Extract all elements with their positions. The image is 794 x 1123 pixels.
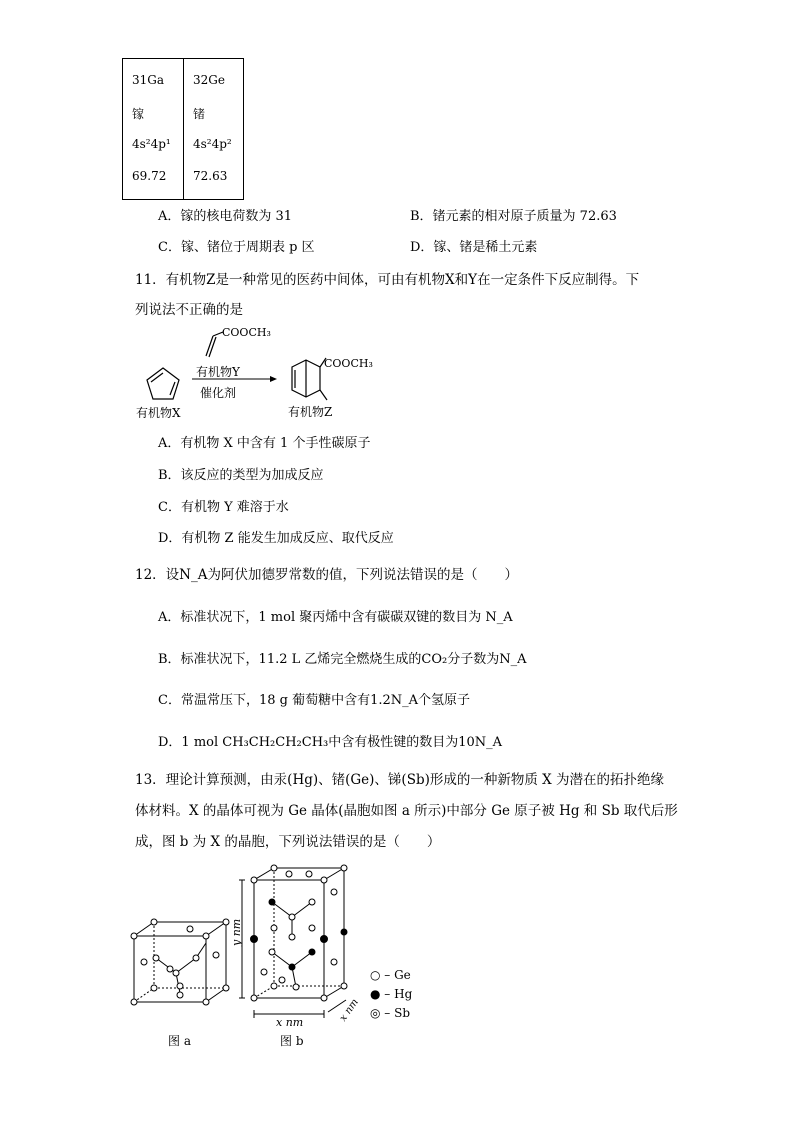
q10-option-c: C．镓、锗位于周期表 p 区 [158, 240, 315, 255]
y-dimension-label: y nm [230, 918, 243, 946]
y-label: 有机物Y [196, 365, 240, 379]
molecule-y-structure [206, 332, 223, 357]
q12-option-d: D．1 mol CH₃CH₂CH₂CH₃中含有极性键的数目为10N_A [158, 735, 503, 750]
ga-config: 4s²4p¹ [132, 137, 171, 151]
ga-column [123, 59, 183, 199]
q11-option-a: A．有机物 X 中含有 1 个手性碳原子 [158, 436, 371, 451]
q11-stem-line2: 列说法不正确的是 [135, 302, 243, 318]
arrow-head [270, 376, 277, 382]
ga-number: 31Ga [132, 73, 165, 87]
legend-ge: ○ – Ge [370, 968, 411, 982]
q12-option-b: B．标准状况下，11.2 L 乙烯完全燃烧生成的CO₂分子数为N_A [158, 652, 527, 667]
x-depth-label: x nm [337, 997, 361, 1024]
q10-option-d: D．镓、锗是稀土元素 [410, 240, 538, 255]
q10-option-a: A．镓的核电荷数为 31 [158, 209, 293, 224]
y-ester-group: COOCH₃ [222, 326, 271, 339]
q11-stem-line1: 11．有机物Z是一种常见的医药中间体，可由有机物X和Y在一定条件下反应制得。下 [135, 272, 640, 288]
q12-option-a: A．标准状况下，1 mol 聚丙烯中含有碳碳双键的数目为 N_A [158, 610, 513, 625]
z-ester-group: COOCH₃ [324, 357, 373, 370]
ga-mass: 69.72 [132, 169, 167, 183]
q12-option-c: C．常温常压下，18 g 葡萄糖中含有1.2N_A个氢原子 [158, 693, 471, 708]
molecule-x-structure [147, 368, 179, 399]
legend-sb: ◎ – Sb [370, 1006, 411, 1020]
ge-number: 32Ge [193, 73, 225, 87]
x-dimension-label: x nm [276, 1016, 304, 1029]
reaction-scheme-diagram [130, 322, 390, 422]
q11-option-d: D．有机物 Z 能发生加成反应、取代反应 [158, 531, 394, 546]
q13-stem-line3: 成，图 b 为 X 的晶胞，下列说法错误的是（ ） [135, 834, 441, 850]
q11-option-c: C．有机物 Y 难溶于水 [158, 500, 289, 515]
molecule-z-structure [292, 358, 327, 400]
figure-a-label: 图 a [168, 1034, 191, 1048]
catalyst-label: 催化剂 [200, 386, 237, 400]
q13-stem-line2: 体材料。X 的晶体可视为 Ge 晶体(晶胞如图 a 所示)中部分 Ge 原子被 Hg 和 Sb 取代后形 [135, 803, 678, 819]
ga-name: 镓 [132, 107, 145, 121]
ge-mass: 72.63 [193, 169, 228, 183]
q10-option-b: B．锗元素的相对原子质量为 72.63 [410, 209, 617, 224]
z-label: 有机物Z [288, 405, 333, 419]
q13-stem-line1: 13．理论计算预测，由汞(Hg)、锗(Ge)、锑(Sb)形成的一种新物质 X 为潜在的拓扑绝缘 [135, 772, 665, 788]
x-label: 有机物X [136, 406, 181, 420]
ge-config: 4s²4p² [193, 137, 232, 151]
q12-stem: 12．设N_A为阿伏加德罗常数的值，下列说法错误的是（ ） [135, 567, 518, 583]
figure-b-unit-cell [232, 862, 362, 1027]
legend-hg: ● – Hg [370, 987, 413, 1001]
figure-a-unit-cell [126, 918, 236, 1010]
element-info-table [122, 58, 244, 200]
ge-name: 锗 [193, 107, 206, 121]
q11-option-b: B．该反应的类型为加成反应 [158, 468, 324, 483]
ge-column [183, 59, 244, 199]
figure-b-label: 图 b [280, 1034, 304, 1048]
